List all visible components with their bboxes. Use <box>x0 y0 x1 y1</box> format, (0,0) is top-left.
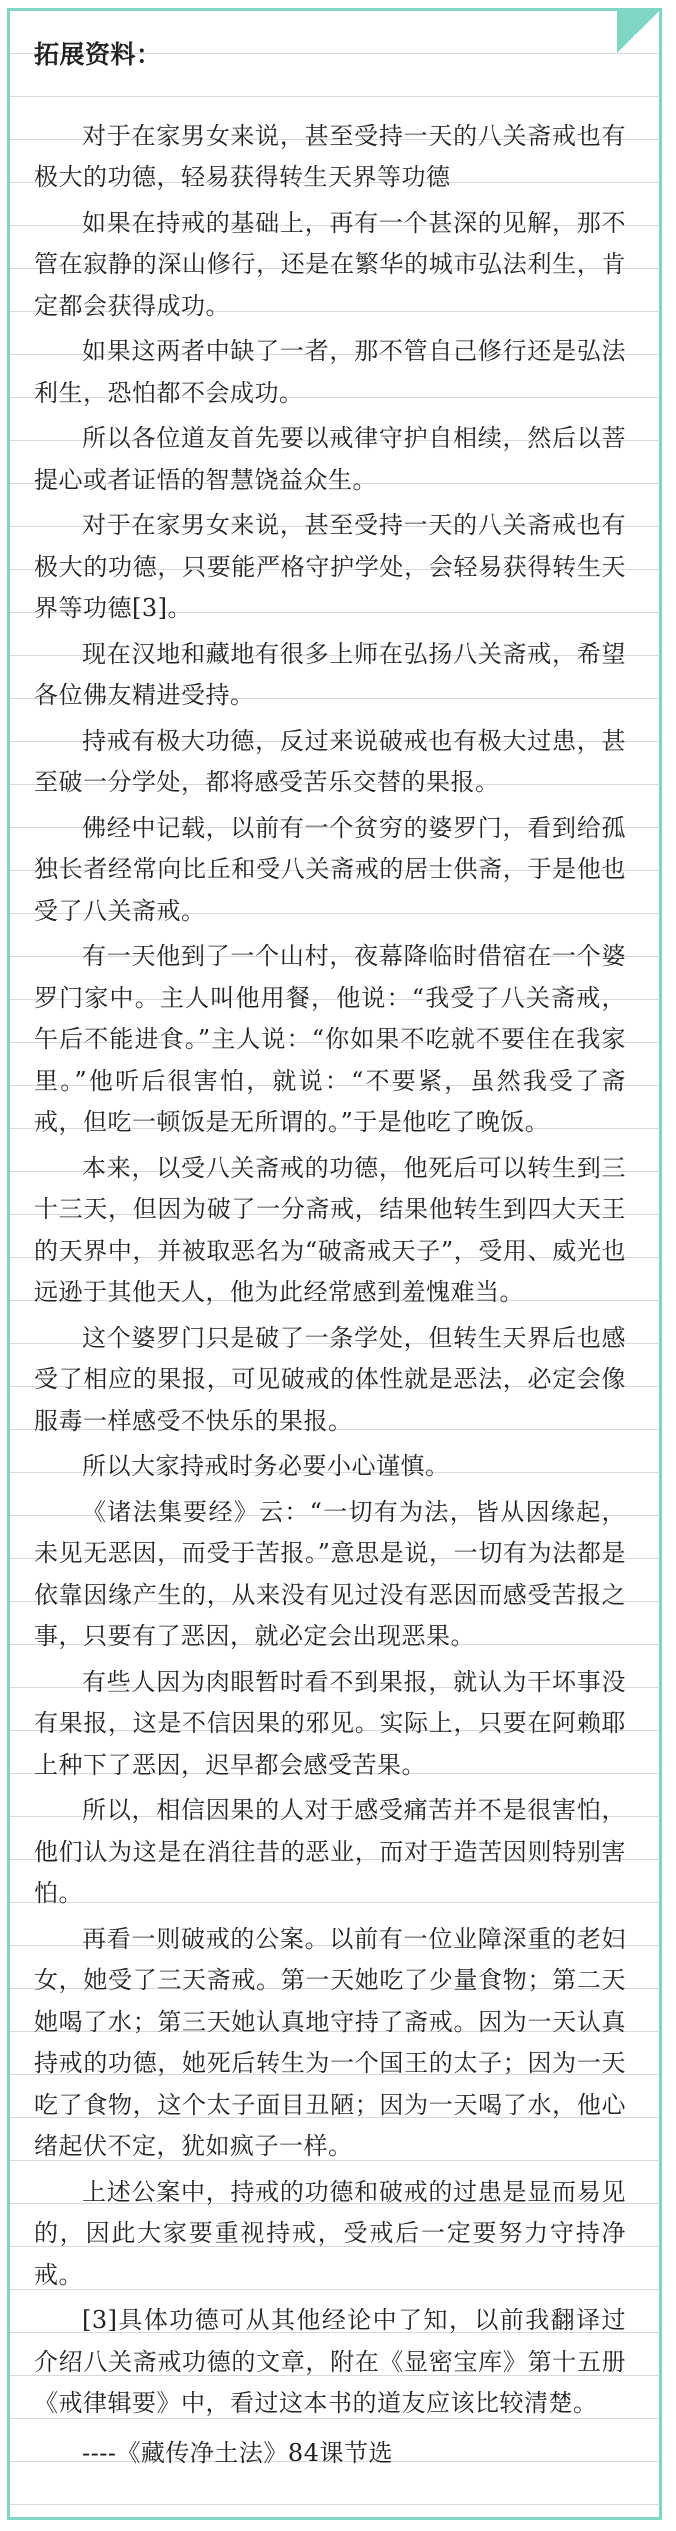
paragraph: 如果这两者中缺了一者，那不管自己修行还是弘法利生，恐怕都不会成功。 <box>34 337 626 407</box>
paragraph: 所以，相信因果的人对于感受痛苦并不是很害怕，他们认为这是在消往昔的恶业，而对于造苦因则特别害怕。 <box>34 1796 626 1907</box>
paragraph: 所以各位道友首先要以戒律守护自相续，然后以菩提心或者证悟的智慧饶益众生。 <box>34 424 626 494</box>
source-citation: ----《藏传净土法》84课节选 <box>82 2438 393 2467</box>
paragraph: 这个婆罗门只是破了一条学处，但转生天界后也感受了相应的果报，可见破戒的体性就是恶法，必定会像服毒一样感受不快乐的果报。 <box>34 1323 626 1435</box>
document-body <box>34 34 626 2474</box>
footnote: [3]具体功德可从其他经论中了知，以前我翻译过介绍八关斋戒功德的文章，附在《显密宝库》第十五册《戒律辑要》中，看过这本书的道友应该比较清楚。 <box>34 2306 626 2417</box>
paragraph: 本来，以受八关斋戒的功德，他死后可以转生到三十三天，但因为破了一分斋戒，结果他转生到四大天王的天界中，并被取恶名为“破斋戒天子”，受用、威光也远逊于其他天人，他为此经常感到羞愧难当。 <box>34 1153 626 1306</box>
paragraph: 如果在持戒的基础上，再有一个甚深的见解，那不管在寂静的深山修行，还是在繁华的城市弘法利生，肯定都会获得成功。 <box>34 208 626 320</box>
paragraph: 现在汉地和藏地有很多上师在弘扬八关斋戒，希望各位佛友精进受持。 <box>34 639 626 709</box>
paragraph: 有些人因为肉眼暂时看不到果报，就认为干坏事没有果报，这是不信因果的邪见。实际上，只要在阿赖耶上种下了恶因，迟早都会感受苦果。 <box>34 1667 626 1779</box>
page-title: 拓展资料： <box>34 40 162 69</box>
paragraph: 所以大家持戒时务必要小心谨慎。 <box>82 1452 450 1480</box>
paragraph: 持戒有极大功德，反过来说破戒也有极大过患，甚至破一分学处，都将感受苦乐交替的果报。 <box>34 726 626 796</box>
paragraph: 佛经中记载，以前有一个贫穷的婆罗门，看到给孤独长者经常向比丘和受八关斋戒的居士供斋，于是他也受了八关斋戒。 <box>34 813 626 925</box>
paragraph: 上述公案中，持戒的功德和破戒的过患是显而易见的，因此大家要重视持戒，受戒后一定要努力守持净戒。 <box>34 2177 626 2289</box>
paragraph: 《诸法集要经》云：“一切有为法，皆从因缘起，未见无恶因，而受于苦报。”意思是说，一切有为法都是依靠因缘产生的，从来没有见过没有恶因而感受苦报之事，只要有了恶因，就必定会出现恶果。 <box>34 1497 626 1650</box>
paragraph: 对于在家男女来说，甚至受持一天的八关斋戒也有极大的功德，只要能严格守护学处，会轻易获得转生天界等功德[3]。 <box>34 511 626 622</box>
paragraph: 再看一则破戒的公案。以前有一位业障深重的老妇女，她受了三天斋戒。第一天她吃了少量食物；第二天她喝了水；第三天她认真地守持了斋戒。因为一天认真持戒的功德，她死后转生为一个国王的太子；因为一天吃了食物，这个太子面目丑陋；因为一天喝了水，他心绪起伏不定，犹如疯子一样。 <box>34 1924 626 2160</box>
paragraph: 对于在家男女来说，甚至受持一天的八关斋戒也有极大的功德，轻易获得转生天界等功德 <box>34 121 626 191</box>
paragraph: 有一天他到了一个山村，夜幕降临时借宿在一个婆罗门家中。主人叫他用餐，他说：“我受了八关斋戒，午后不能进食。”主人说：“你如果不吃就不要住在我家里。”他听后很害怕，就说：“不要紧，虽然我受了斋戒，但吃一顿饭是无所谓的。”于是他吃了晚饭。 <box>34 942 626 1136</box>
